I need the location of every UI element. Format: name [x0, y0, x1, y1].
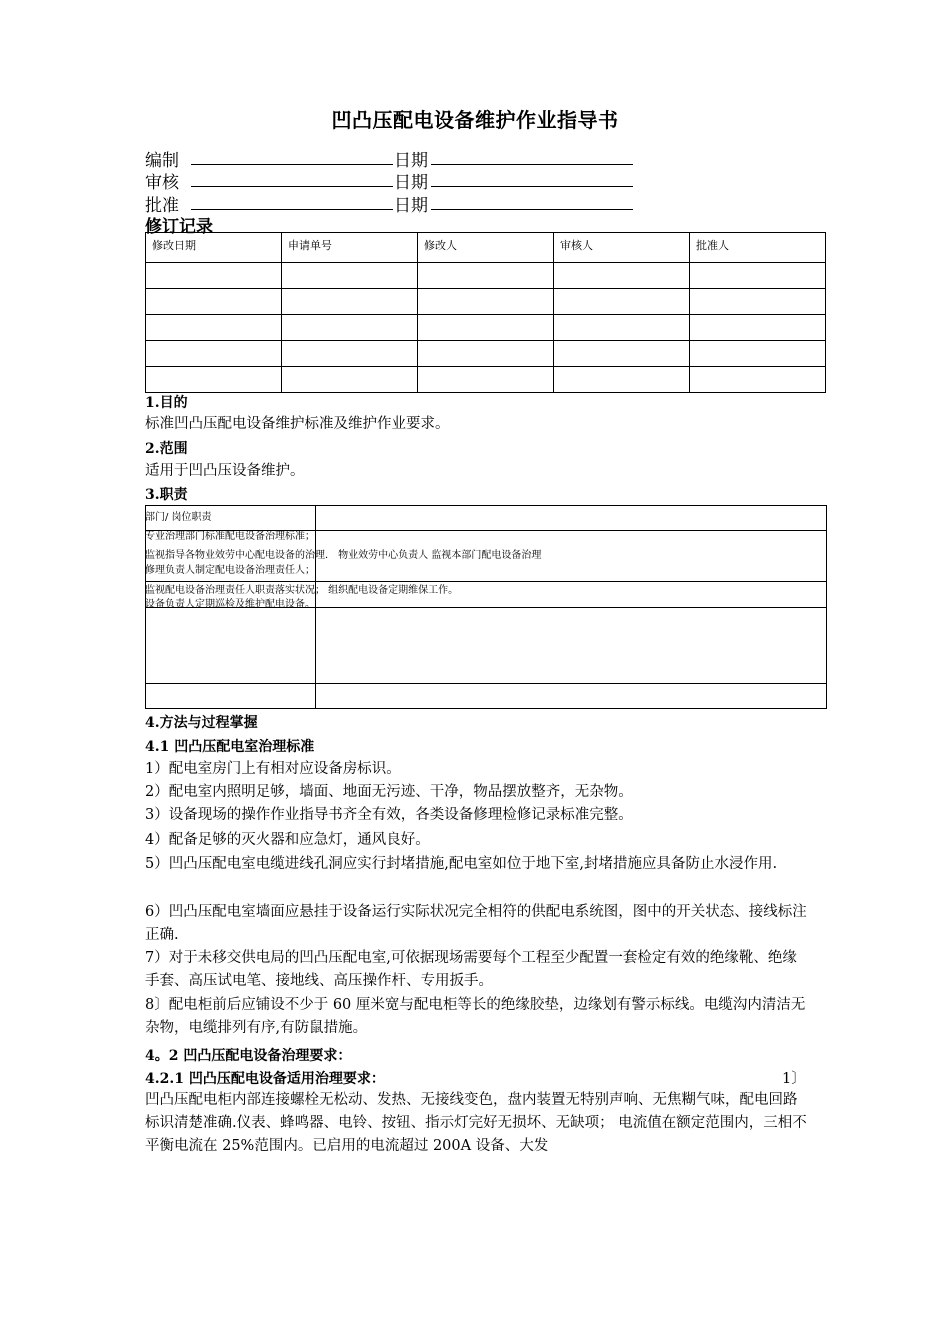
table-cell: [690, 263, 826, 289]
room-standard-heading: 4.1 凹凸压配电室治理标准: [145, 739, 315, 755]
table-cell: [282, 315, 418, 341]
method-heading: 4.方法与过程掌握: [145, 715, 258, 731]
document-title: 凹凸压配电设备维护作业指导书: [331, 108, 619, 132]
duty-note: 专业治理部门标准配电设备治理标准；: [145, 531, 315, 542]
table-cell: [146, 341, 282, 367]
revision-row: [146, 367, 826, 393]
sign-row-compile: [145, 146, 635, 171]
table-cell: [418, 367, 554, 393]
table-cell: [282, 367, 418, 393]
table-cell: [146, 367, 282, 393]
duty-note: 监视指导各物业效劳中心配电设备的治理． 物业效劳中心负责人 监视本部门配电设备治理: [145, 550, 542, 561]
room-item: 8〕配电柜前后应铺设不少于 60 厘米宽与配电柜等长的绝缘胶垫，边缘划有警示标线。电缆沟内清洁无杂物，电缆排列有序,有防鼠措施。: [145, 997, 806, 1036]
equipment-sub-heading: 4.2.1 凹凸压配电设备适用治理要求：: [145, 1071, 385, 1087]
equipment-text: 凹凸压配电柜内部连接螺栓无松动、发热、无接线变色，盘内装置无特别声响、无焦糊气味，配电回路标识清楚准确.仪表、蜂鸣器、电铃、按钮、指示灯完好无损坏、无缺项； 电流值在额定范围内，三相不平衡电流在 25%范围内。已启用的电流超过 200A 设备、大发: [145, 1092, 807, 1154]
scope-heading: 2.范围: [145, 441, 188, 457]
duty-note: 设备负责人定期巡检及维护配电设备。: [145, 599, 315, 610]
revision-record-title: 修订记录: [145, 217, 213, 237]
table-cell: [146, 263, 282, 289]
revision-header-cell: 修改日期: [146, 233, 282, 263]
table-cell: [418, 289, 554, 315]
table-cell: [690, 289, 826, 315]
revision-table: [145, 232, 826, 393]
table-cell: [316, 684, 827, 709]
table-cell: [282, 341, 418, 367]
table-cell: [690, 315, 826, 341]
table-cell: [690, 367, 826, 393]
date-label: 日期: [394, 196, 428, 216]
revision-row: [146, 315, 826, 341]
duty-row: [146, 608, 827, 684]
room-item: 4）配备足够的灭火器和应急灯，通风良好。: [145, 832, 430, 848]
table-cell: [316, 506, 827, 531]
table-cell: [146, 684, 316, 709]
table-cell: [418, 315, 554, 341]
revision-row: [146, 263, 826, 289]
duty-heading: 3.职责: [145, 487, 188, 503]
table-cell: [316, 608, 827, 684]
room-item: 2）配电室内照明足够，墙面、地面无污迹、干净，物品摆放整齐，无杂物。: [145, 784, 633, 800]
date-label: 日期: [394, 173, 428, 193]
scope-text: 适用于凹凸压设备维护。: [145, 463, 305, 479]
date-line: [431, 186, 633, 187]
equipment-heading: 4。2 凹凸压配电设备治理要求：: [145, 1048, 352, 1064]
room-item: 6）凹凸压配电室墙面应悬挂于设备运行实际状况完全相符的供配电系统图，图中的开关状态、接线标注正确.: [145, 904, 807, 943]
purpose-heading: 1.目的: [145, 395, 188, 411]
table-cell: [418, 263, 554, 289]
revision-header-cell: 申请单号: [282, 233, 418, 263]
revision-header-row: [146, 233, 826, 263]
sign-row-approve: [145, 191, 635, 216]
sign-label: 批准: [145, 196, 179, 216]
date-label: 日期: [394, 151, 428, 171]
table-cell: [146, 608, 316, 684]
room-item: 1）配电室房门上有相对应设备房标识。: [145, 761, 401, 777]
room-item: 3）设备现场的操作作业指导书齐全有效，各类设备修理检修记录标准完整。: [145, 807, 633, 823]
sign-label: 编制: [145, 151, 179, 171]
table-cell: [554, 263, 690, 289]
table-cell: [554, 367, 690, 393]
table-cell: [146, 289, 282, 315]
sign-label: 审核: [145, 173, 179, 193]
signature-line: [191, 164, 393, 165]
sign-row-review: [145, 168, 635, 193]
list-marker: 1〕: [782, 1071, 806, 1087]
revision-header-cell: 批准人: [690, 233, 826, 263]
table-cell: [554, 341, 690, 367]
purpose-text: 标准凹凸压配电设备维护标准及维护作业要求。: [145, 416, 450, 432]
revision-row: [146, 289, 826, 315]
room-item: 7）对于未移交供电局的凹凸压配电室,可依据现场需要每个工程至少配置一套检定有效的绝缘靴、绝缘手套、高压试电笔、接地线、高压操作杆、专用扳手。: [145, 950, 797, 989]
room-item: 5）凹凸压配电室电缆进线孔洞应实行封堵措施,配电室如位于地下室,封堵措施应具备防止水浸作用.: [145, 856, 778, 872]
table-cell: [282, 289, 418, 315]
revision-row: [146, 341, 826, 367]
revision-header-cell: 审核人: [554, 233, 690, 263]
table-cell: [418, 341, 554, 367]
signature-line: [191, 186, 393, 187]
table-cell: [282, 263, 418, 289]
table-cell: [146, 315, 282, 341]
duty-row: [146, 684, 827, 709]
date-line: [431, 209, 633, 210]
duty-note: 部门/ 岗位职责: [145, 512, 212, 523]
table-cell: [554, 315, 690, 341]
table-cell: [554, 289, 690, 315]
duty-note: 修理负责人制定配电设备治理责任人；: [145, 565, 315, 576]
table-cell: [690, 341, 826, 367]
revision-header-cell: 修改人: [418, 233, 554, 263]
signature-line: [191, 209, 393, 210]
duty-note: 监视配电设备治理责任人职责落实状况； 组织配电设备定期维保工作。: [145, 585, 459, 596]
date-line: [431, 164, 633, 165]
